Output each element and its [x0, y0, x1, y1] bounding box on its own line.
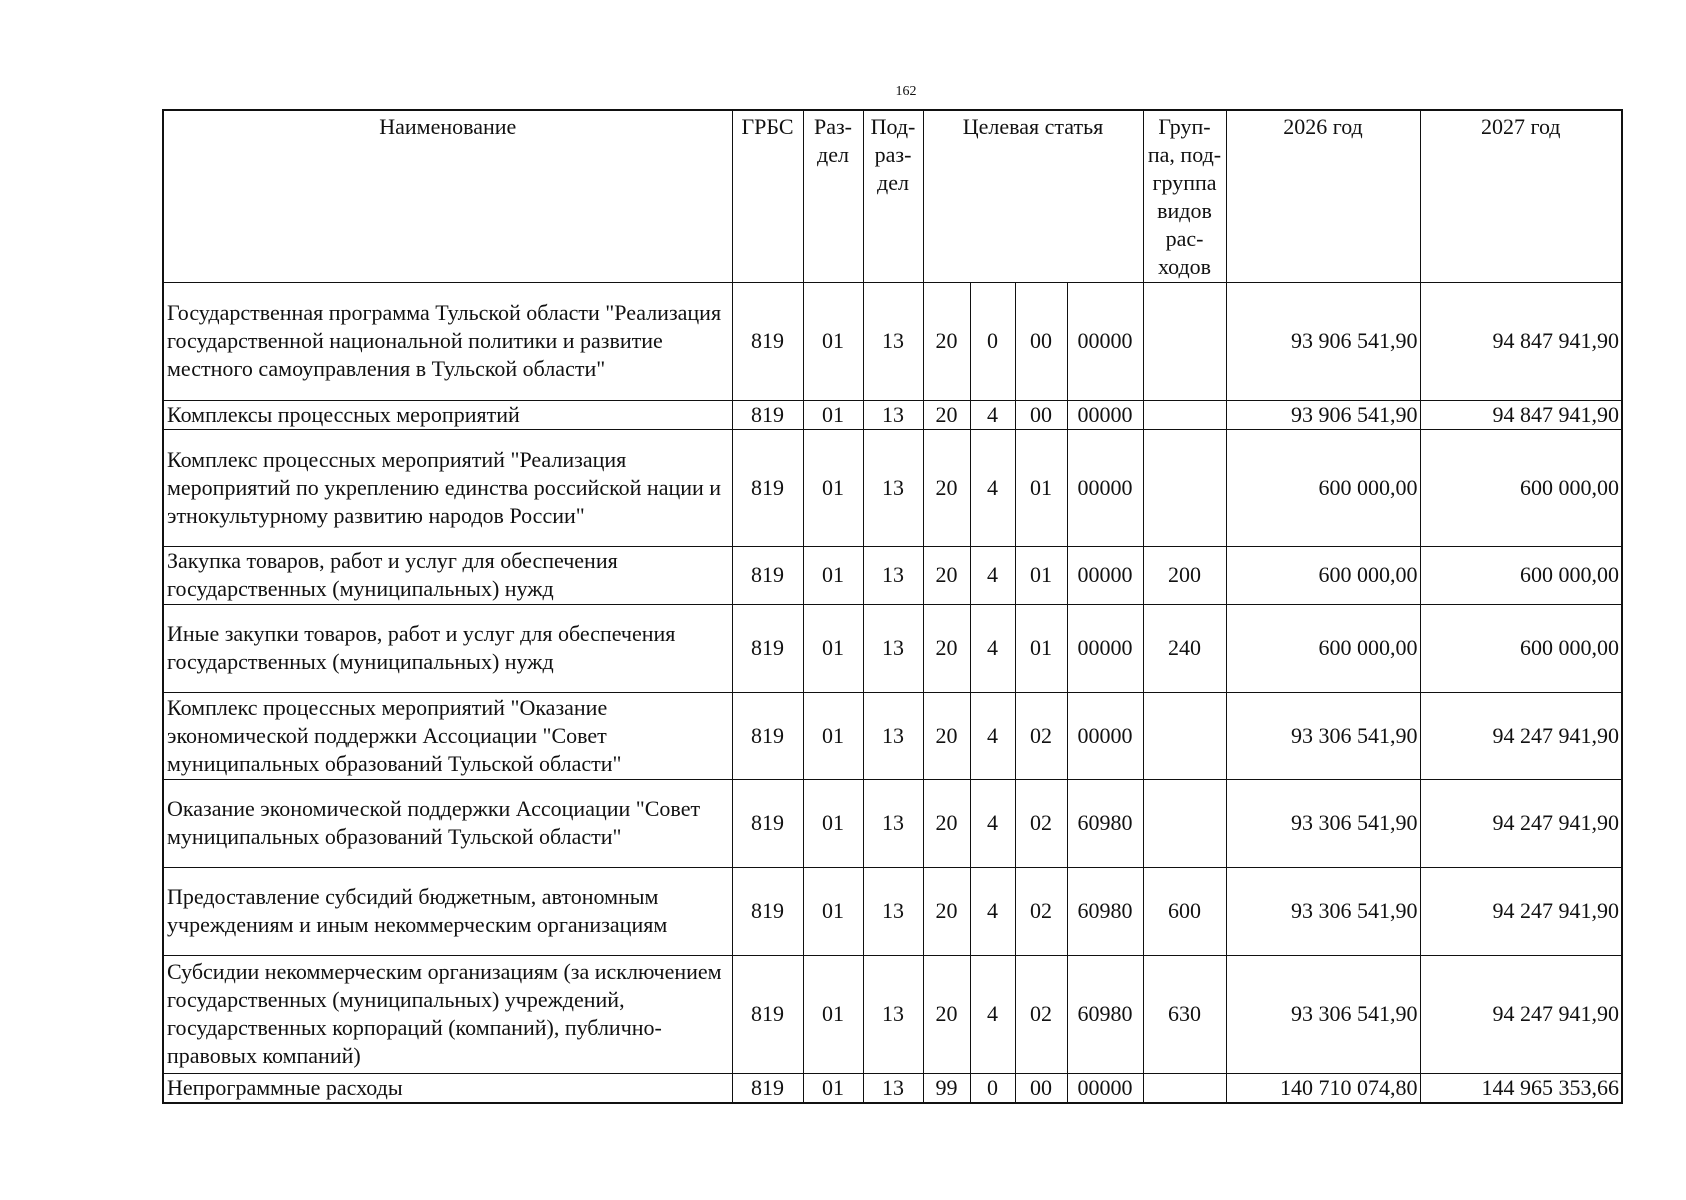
header-year-2026: 2026 год — [1226, 110, 1420, 282]
podrazdel-cell: 13 — [863, 955, 923, 1073]
amount-2027-cell: 94 847 941,90 — [1420, 282, 1622, 400]
amount-2026-cell: 93 306 541,90 — [1226, 955, 1420, 1073]
table-row — [163, 546, 1622, 604]
target-article-type-cell: 4 — [970, 429, 1015, 546]
grbs-cell: 819 — [732, 1073, 803, 1103]
podrazdel-cell: 13 — [863, 779, 923, 867]
podrazdel-cell: 13 — [863, 867, 923, 955]
row-name: Закупка товаров, работ и услуг для обеспечения государственных (муниципальных) нужд — [163, 546, 732, 604]
header-name: Наименование — [163, 110, 732, 282]
amount-2027-cell: 94 247 941,90 — [1420, 779, 1622, 867]
razdel-cell: 01 — [803, 955, 863, 1073]
podrazdel-cell: 13 — [863, 604, 923, 692]
expense-group-cell: 240 — [1143, 604, 1226, 692]
expense-group-cell — [1143, 400, 1226, 429]
target-article-type-cell: 4 — [970, 779, 1015, 867]
target-article-program-cell: 20 — [923, 400, 970, 429]
row-name: Государственная программа Тульской области "Реализация государственной национальной политики и развитие местного самоуправления в Тульской области" — [163, 282, 732, 400]
razdel-cell: 01 — [803, 546, 863, 604]
target-article-direction-cell: 60980 — [1067, 955, 1143, 1073]
target-article-structure-cell: 01 — [1015, 546, 1067, 604]
grbs-cell: 819 — [732, 779, 803, 867]
target-article-direction-cell: 00000 — [1067, 546, 1143, 604]
table-row — [163, 604, 1622, 692]
target-article-structure-cell: 00 — [1015, 400, 1067, 429]
table-row — [163, 692, 1622, 779]
header-group: Груп- па, под- группа видов рас- ходов — [1143, 110, 1226, 282]
podrazdel-cell: 13 — [863, 282, 923, 400]
amount-2026-cell: 93 906 541,90 — [1226, 282, 1420, 400]
table-row — [163, 955, 1622, 1073]
target-article-structure-cell: 02 — [1015, 779, 1067, 867]
amount-2026-cell: 93 306 541,90 — [1226, 867, 1420, 955]
table-row — [163, 400, 1622, 429]
page-number: 162 — [895, 84, 917, 99]
row-name: Оказание экономической поддержки Ассоциации "Совет муниципальных образований Тульской области" — [163, 779, 732, 867]
podrazdel-cell: 13 — [863, 692, 923, 779]
podrazdel-cell: 13 — [863, 429, 923, 546]
grbs-cell: 819 — [732, 282, 803, 400]
target-article-type-cell: 4 — [970, 692, 1015, 779]
expense-group-cell: 200 — [1143, 546, 1226, 604]
razdel-cell: 01 — [803, 779, 863, 867]
target-article-structure-cell: 02 — [1015, 692, 1067, 779]
target-article-type-cell: 4 — [970, 867, 1015, 955]
target-article-direction-cell: 60980 — [1067, 867, 1143, 955]
row-name: Иные закупки товаров, работ и услуг для обеспечения государственных (муниципальных) нужд — [163, 604, 732, 692]
target-article-program-cell: 20 — [923, 779, 970, 867]
header-target-article: Целевая статья — [923, 110, 1143, 282]
razdel-cell: 01 — [803, 604, 863, 692]
expense-group-cell — [1143, 282, 1226, 400]
amount-2027-cell: 94 247 941,90 — [1420, 955, 1622, 1073]
amount-2026-cell: 600 000,00 — [1226, 604, 1420, 692]
target-article-program-cell: 20 — [923, 692, 970, 779]
row-name: Комплекс процессных мероприятий "Оказание экономической поддержки Ассоциации "Совет муниципальных образований Тульской области" — [163, 692, 732, 779]
target-article-structure-cell: 01 — [1015, 429, 1067, 546]
grbs-cell: 819 — [732, 546, 803, 604]
grbs-cell: 819 — [732, 692, 803, 779]
header-podrazdel: Под- раз- дел — [863, 110, 923, 282]
table-body — [163, 282, 1622, 1103]
razdel-cell: 01 — [803, 429, 863, 546]
target-article-program-cell: 20 — [923, 604, 970, 692]
target-article-type-cell: 4 — [970, 400, 1015, 429]
grbs-cell: 819 — [732, 429, 803, 546]
table-header — [163, 110, 1622, 282]
target-article-structure-cell: 00 — [1015, 282, 1067, 400]
target-article-program-cell: 20 — [923, 955, 970, 1073]
amount-2026-cell: 600 000,00 — [1226, 546, 1420, 604]
expense-group-cell — [1143, 429, 1226, 546]
amount-2027-cell: 94 247 941,90 — [1420, 692, 1622, 779]
target-article-direction-cell: 00000 — [1067, 692, 1143, 779]
grbs-cell: 819 — [732, 955, 803, 1073]
table-row — [163, 779, 1622, 867]
header-row — [163, 110, 1622, 282]
amount-2027-cell: 600 000,00 — [1420, 604, 1622, 692]
amount-2026-cell: 93 306 541,90 — [1226, 779, 1420, 867]
target-article-type-cell: 4 — [970, 546, 1015, 604]
target-article-direction-cell: 00000 — [1067, 1073, 1143, 1103]
row-name: Комплексы процессных мероприятий — [163, 400, 732, 429]
table-row — [163, 282, 1622, 400]
row-name: Субсидии некоммерческим организациям (за исключением государственных (муниципальных) учреждений, государственных корпораций (компаний), публично-правовых компаний) — [163, 955, 732, 1073]
podrazdel-cell: 13 — [863, 546, 923, 604]
target-article-direction-cell: 60980 — [1067, 779, 1143, 867]
target-article-direction-cell: 00000 — [1067, 400, 1143, 429]
target-article-program-cell: 20 — [923, 429, 970, 546]
target-article-type-cell: 0 — [970, 1073, 1015, 1103]
amount-2026-cell: 93 306 541,90 — [1226, 692, 1420, 779]
grbs-cell: 819 — [732, 604, 803, 692]
target-article-type-cell: 0 — [970, 282, 1015, 400]
podrazdel-cell: 13 — [863, 1073, 923, 1103]
expense-group-cell — [1143, 1073, 1226, 1103]
target-article-program-cell: 20 — [923, 282, 970, 400]
amount-2026-cell: 93 906 541,90 — [1226, 400, 1420, 429]
row-name: Комплекс процессных мероприятий "Реализация мероприятий по укреплению единства российской нации и этнокультурному развитию народов России" — [163, 429, 732, 546]
amount-2026-cell: 140 710 074,80 — [1226, 1073, 1420, 1103]
table-row — [163, 1073, 1622, 1103]
budget-table — [162, 109, 1623, 1104]
target-article-type-cell: 4 — [970, 604, 1015, 692]
table-row — [163, 429, 1622, 546]
table-row — [163, 867, 1622, 955]
header-year-2027: 2027 год — [1420, 110, 1622, 282]
grbs-cell: 819 — [732, 867, 803, 955]
target-article-program-cell: 99 — [923, 1073, 970, 1103]
amount-2027-cell: 600 000,00 — [1420, 546, 1622, 604]
amount-2027-cell: 94 247 941,90 — [1420, 867, 1622, 955]
target-article-direction-cell: 00000 — [1067, 604, 1143, 692]
target-article-direction-cell: 00000 — [1067, 429, 1143, 546]
target-article-structure-cell: 00 — [1015, 1073, 1067, 1103]
podrazdel-cell: 13 — [863, 400, 923, 429]
razdel-cell: 01 — [803, 692, 863, 779]
amount-2027-cell: 144 965 353,66 — [1420, 1073, 1622, 1103]
target-article-direction-cell: 00000 — [1067, 282, 1143, 400]
header-grbs: ГРБС — [732, 110, 803, 282]
expense-group-cell — [1143, 692, 1226, 779]
row-name: Непрограммные расходы — [163, 1073, 732, 1103]
target-article-type-cell: 4 — [970, 955, 1015, 1073]
target-article-structure-cell: 02 — [1015, 955, 1067, 1073]
row-name: Предоставление субсидий бюджетным, автономным учреждениям и иным некоммерческим организациям — [163, 867, 732, 955]
target-article-program-cell: 20 — [923, 867, 970, 955]
grbs-cell: 819 — [732, 400, 803, 429]
target-article-program-cell: 20 — [923, 546, 970, 604]
expense-group-cell: 600 — [1143, 867, 1226, 955]
target-article-structure-cell: 02 — [1015, 867, 1067, 955]
expense-group-cell — [1143, 779, 1226, 867]
amount-2027-cell: 94 847 941,90 — [1420, 400, 1622, 429]
razdel-cell: 01 — [803, 867, 863, 955]
razdel-cell: 01 — [803, 1073, 863, 1103]
razdel-cell: 01 — [803, 400, 863, 429]
amount-2027-cell: 600 000,00 — [1420, 429, 1622, 546]
target-article-structure-cell: 01 — [1015, 604, 1067, 692]
header-razdel: Раз- дел — [803, 110, 863, 282]
amount-2026-cell: 600 000,00 — [1226, 429, 1420, 546]
razdel-cell: 01 — [803, 282, 863, 400]
expense-group-cell: 630 — [1143, 955, 1226, 1073]
